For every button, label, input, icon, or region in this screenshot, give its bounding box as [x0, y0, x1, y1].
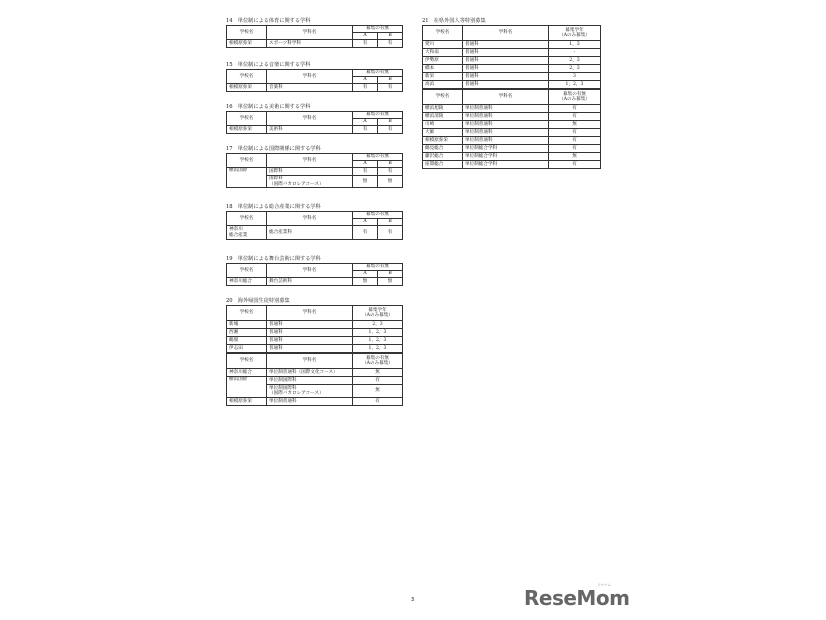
header-school: 学校名 — [423, 26, 463, 41]
cell-course: 単位制国際科 （国際バカロレアコース） — [267, 385, 353, 398]
header-course: 学科名 — [267, 354, 353, 369]
cell-course: 普通科 — [267, 329, 353, 337]
table-row — [423, 121, 601, 129]
header-school: 学校名 — [227, 306, 267, 321]
table-row — [227, 398, 403, 406]
cell-grade: 1，2，3 — [353, 337, 403, 345]
cell-school: 神奈川 総合産業 — [227, 226, 267, 240]
cell-school: 愛川 — [423, 41, 463, 49]
section-title: 20 海外帰国生徒特別募集 — [226, 298, 290, 304]
cell-recruit: 有 — [549, 161, 601, 169]
header-recruit: 募集の有無 （Aのみ募集） — [549, 90, 601, 105]
table-row — [227, 226, 403, 240]
header-school: 学校名 — [227, 212, 267, 226]
cell-b: 有 — [378, 226, 403, 240]
header-course: 学科名 — [463, 26, 549, 41]
header-school: 学校名 — [227, 26, 267, 40]
section-14 — [226, 18, 403, 48]
section-16 — [226, 104, 403, 134]
cell-grade: 1，2，3 — [549, 81, 601, 89]
cell-school: 鶴嶺 — [227, 337, 267, 345]
logo-subtext: リセマム — [597, 583, 611, 587]
header-recruit: 募集の有無 — [353, 26, 403, 33]
resemom-logo: ReseMom — [524, 586, 630, 610]
cell-grade: 1，3 — [549, 41, 601, 49]
section-20 — [226, 298, 403, 406]
cell-school: 横浜清陵 — [423, 113, 463, 121]
table-row — [227, 168, 403, 176]
cell-school: 相模原弥栄 — [227, 126, 267, 134]
table-row — [227, 329, 403, 337]
cell-school: 伊志田 — [227, 345, 267, 353]
table-s17 — [226, 153, 403, 188]
table-s21-recruit — [422, 89, 601, 169]
section-title: 15 単位制による音楽に関する学科 — [226, 62, 311, 68]
cell-course: 単位制総合学科 — [463, 145, 549, 153]
header-a: A — [353, 219, 378, 226]
cell-a: 無 — [353, 176, 378, 188]
cell-recruit: 有 — [353, 398, 403, 406]
header-course: 学科名 — [267, 26, 353, 40]
header-b: B — [378, 271, 403, 278]
header-course: 学科名 — [267, 264, 353, 278]
header-recruit: 募集の有無 — [353, 154, 403, 161]
table-row — [227, 345, 403, 353]
header-school: 学校名 — [227, 70, 267, 84]
cell-a: 有 — [353, 84, 378, 92]
cell-course: 国際科 （国際バカロレアコース） — [267, 176, 353, 188]
cell-school: 高浜 — [423, 81, 463, 89]
cell-recruit: 無 — [353, 369, 403, 377]
cell-grade: 2，3 — [353, 321, 403, 329]
cell-course: 単位制総合学科 — [463, 153, 549, 161]
cell-course: 普通科 — [463, 57, 549, 65]
header-course: 学科名 — [267, 112, 353, 126]
cell-course: 普通科 — [463, 49, 549, 57]
table-row — [227, 337, 403, 345]
table-row — [227, 84, 403, 92]
cell-recruit: 有 — [549, 105, 601, 113]
table-s21-grades — [422, 25, 601, 89]
cell-course: 単位制国際科 — [267, 377, 353, 385]
header-recruit: 募集の有無 （Aのみ募集） — [353, 354, 403, 369]
cell-grade: 1，2，3 — [353, 329, 403, 337]
cell-course: 単位制普通科 — [267, 398, 353, 406]
table-row — [423, 153, 601, 161]
cell-recruit: 無 — [549, 121, 601, 129]
cell-school: 横浜国際 — [227, 168, 267, 188]
header-school: 学校名 — [227, 264, 267, 278]
cell-school: 橋本 — [423, 65, 463, 73]
header-b: B — [378, 161, 403, 168]
table-row — [423, 137, 601, 145]
cell-course: 普通科 — [463, 81, 549, 89]
header-a: A — [353, 271, 378, 278]
header-course: 学科名 — [267, 306, 353, 321]
header-course: 学科名 — [267, 212, 353, 226]
cell-school: 大師 — [423, 129, 463, 137]
cell-school: 藤沢総合 — [423, 153, 463, 161]
header-course: 学科名 — [267, 70, 353, 84]
cell-recruit: 無 — [353, 385, 403, 398]
cell-b: 無 — [378, 176, 403, 188]
cell-b: 無 — [378, 278, 403, 286]
cell-school: 鶴見総合 — [423, 145, 463, 153]
header-recruit: 募集の有無 — [353, 212, 403, 219]
cell-recruit: 有 — [549, 129, 601, 137]
header-b: B — [378, 119, 403, 126]
cell-school: 相模原弥栄 — [227, 40, 267, 48]
table-row — [227, 126, 403, 134]
header-grade: 募集学年 （Aのみ募集） — [549, 26, 601, 41]
header-a: A — [353, 161, 378, 168]
cell-school: 川崎 — [423, 121, 463, 129]
table-row — [423, 129, 601, 137]
section-title: 17 単位制による国際関係に関する学科 — [226, 146, 321, 152]
cell-school: 伊勢原 — [423, 57, 463, 65]
cell-b: 有 — [378, 168, 403, 176]
table-row — [423, 41, 601, 49]
page-number: 3 — [411, 597, 415, 603]
cell-course: 国際科 — [267, 168, 353, 176]
table-s16 — [226, 111, 403, 134]
cell-school: 座間総合 — [423, 161, 463, 169]
table-s19 — [226, 263, 403, 286]
cell-course: 普通科 — [463, 73, 549, 81]
table-row — [423, 105, 601, 113]
section-17 — [226, 146, 403, 188]
section-title: 18 単位制による総合産業に関する学科 — [226, 204, 321, 210]
table-row — [227, 369, 403, 377]
section-title: 19 単位制による舞台芸術に関する学科 — [226, 256, 321, 262]
section-19 — [226, 256, 403, 286]
cell-grade: 1，2，3 — [353, 345, 403, 353]
table-s20-recruit — [226, 353, 403, 406]
cell-a: 有 — [353, 126, 378, 134]
cell-course: 単位制総合学科 — [463, 161, 549, 169]
header-a: A — [353, 33, 378, 40]
cell-b: 有 — [378, 126, 403, 134]
header-a: A — [353, 119, 378, 126]
header-school: 学校名 — [227, 354, 267, 369]
cell-school: 横浜旭陵 — [423, 105, 463, 113]
cell-grade: 3 — [549, 73, 601, 81]
table-row — [423, 161, 601, 169]
section-title: 21 在県外国人等特別募集 — [422, 18, 486, 24]
table-row — [227, 321, 403, 329]
cell-course: 単位制普通科 — [463, 113, 549, 121]
cell-a: 有 — [353, 226, 378, 240]
cell-school: 神奈川総合 — [227, 369, 267, 377]
cell-grade: 2，3 — [549, 65, 601, 73]
header-b: B — [378, 77, 403, 84]
table-s15 — [226, 69, 403, 92]
cell-course: スポーツ科学科 — [267, 40, 353, 48]
table-s20-grades — [226, 305, 403, 353]
table-row — [227, 377, 403, 385]
table-row — [423, 145, 601, 153]
cell-course: 単位制普通科 — [463, 137, 549, 145]
cell-recruit: 有 — [549, 113, 601, 121]
section-18 — [226, 204, 403, 240]
cell-course: 舞台芸術科 — [267, 278, 353, 286]
cell-school: 神奈川総合 — [227, 278, 267, 286]
section-21 — [422, 18, 601, 169]
header-course: 学科名 — [463, 90, 549, 105]
table-row — [423, 57, 601, 65]
header-school: 学校名 — [227, 154, 267, 168]
cell-course: 単位制普通科 — [463, 129, 549, 137]
cell-course: 総合産業科 — [267, 226, 353, 240]
cell-a: 無 — [353, 278, 378, 286]
header-course: 学科名 — [267, 154, 353, 168]
header-b: B — [378, 219, 403, 226]
cell-course: 普通科 — [463, 65, 549, 73]
cell-a: 有 — [353, 40, 378, 48]
cell-course: 普通科 — [267, 321, 353, 329]
cell-recruit: 無 — [549, 153, 601, 161]
cell-course: 普通科 — [267, 345, 353, 353]
section-title: 16 単位制による美術に関する学科 — [226, 104, 311, 110]
cell-course: 美術科 — [267, 126, 353, 134]
header-recruit: 募集の有無 — [353, 112, 403, 119]
header-recruit: 募集の有無 — [353, 264, 403, 271]
cell-school: 新栄 — [423, 73, 463, 81]
table-s18 — [226, 211, 403, 240]
cell-recruit: 有 — [353, 377, 403, 385]
cell-school: 新城 — [227, 321, 267, 329]
section-15 — [226, 62, 403, 92]
table-row — [227, 40, 403, 48]
cell-course: 単位制普通科 — [463, 105, 549, 113]
header-b: B — [378, 33, 403, 40]
table-row — [423, 81, 601, 89]
cell-school: 西湘 — [227, 329, 267, 337]
cell-grade: 2，3 — [549, 57, 601, 65]
table-row — [423, 65, 601, 73]
cell-school: 相模原弥栄 — [227, 398, 267, 406]
cell-recruit: 有 — [549, 137, 601, 145]
cell-course: 単位制普通科 — [463, 121, 549, 129]
table-row — [227, 278, 403, 286]
header-a: A — [353, 77, 378, 84]
cell-recruit: 有 — [549, 145, 601, 153]
table-row — [423, 113, 601, 121]
cell-course: 音楽科 — [267, 84, 353, 92]
table-row — [423, 49, 601, 57]
cell-school: 相模原弥栄 — [423, 137, 463, 145]
cell-school: 相模原弥栄 — [227, 84, 267, 92]
cell-school: 大和南 — [423, 49, 463, 57]
cell-a: 有 — [353, 168, 378, 176]
cell-course: 単位制普通科（国際文化コース） — [267, 369, 353, 377]
header-recruit: 募集の有無 — [353, 70, 403, 77]
cell-course: 普通科 — [463, 41, 549, 49]
header-grade: 募集学年 （Aのみ募集） — [353, 306, 403, 321]
section-title: 14 単位制による体育に関する学科 — [226, 18, 311, 24]
table-row — [423, 73, 601, 81]
table-s14 — [226, 25, 403, 48]
cell-b: 有 — [378, 84, 403, 92]
cell-school: 横浜国際 — [227, 377, 267, 398]
header-school: 学校名 — [227, 112, 267, 126]
header-school: 学校名 — [423, 90, 463, 105]
cell-course: 普通科 — [267, 337, 353, 345]
cell-grade: - — [549, 49, 601, 57]
cell-b: 有 — [378, 40, 403, 48]
